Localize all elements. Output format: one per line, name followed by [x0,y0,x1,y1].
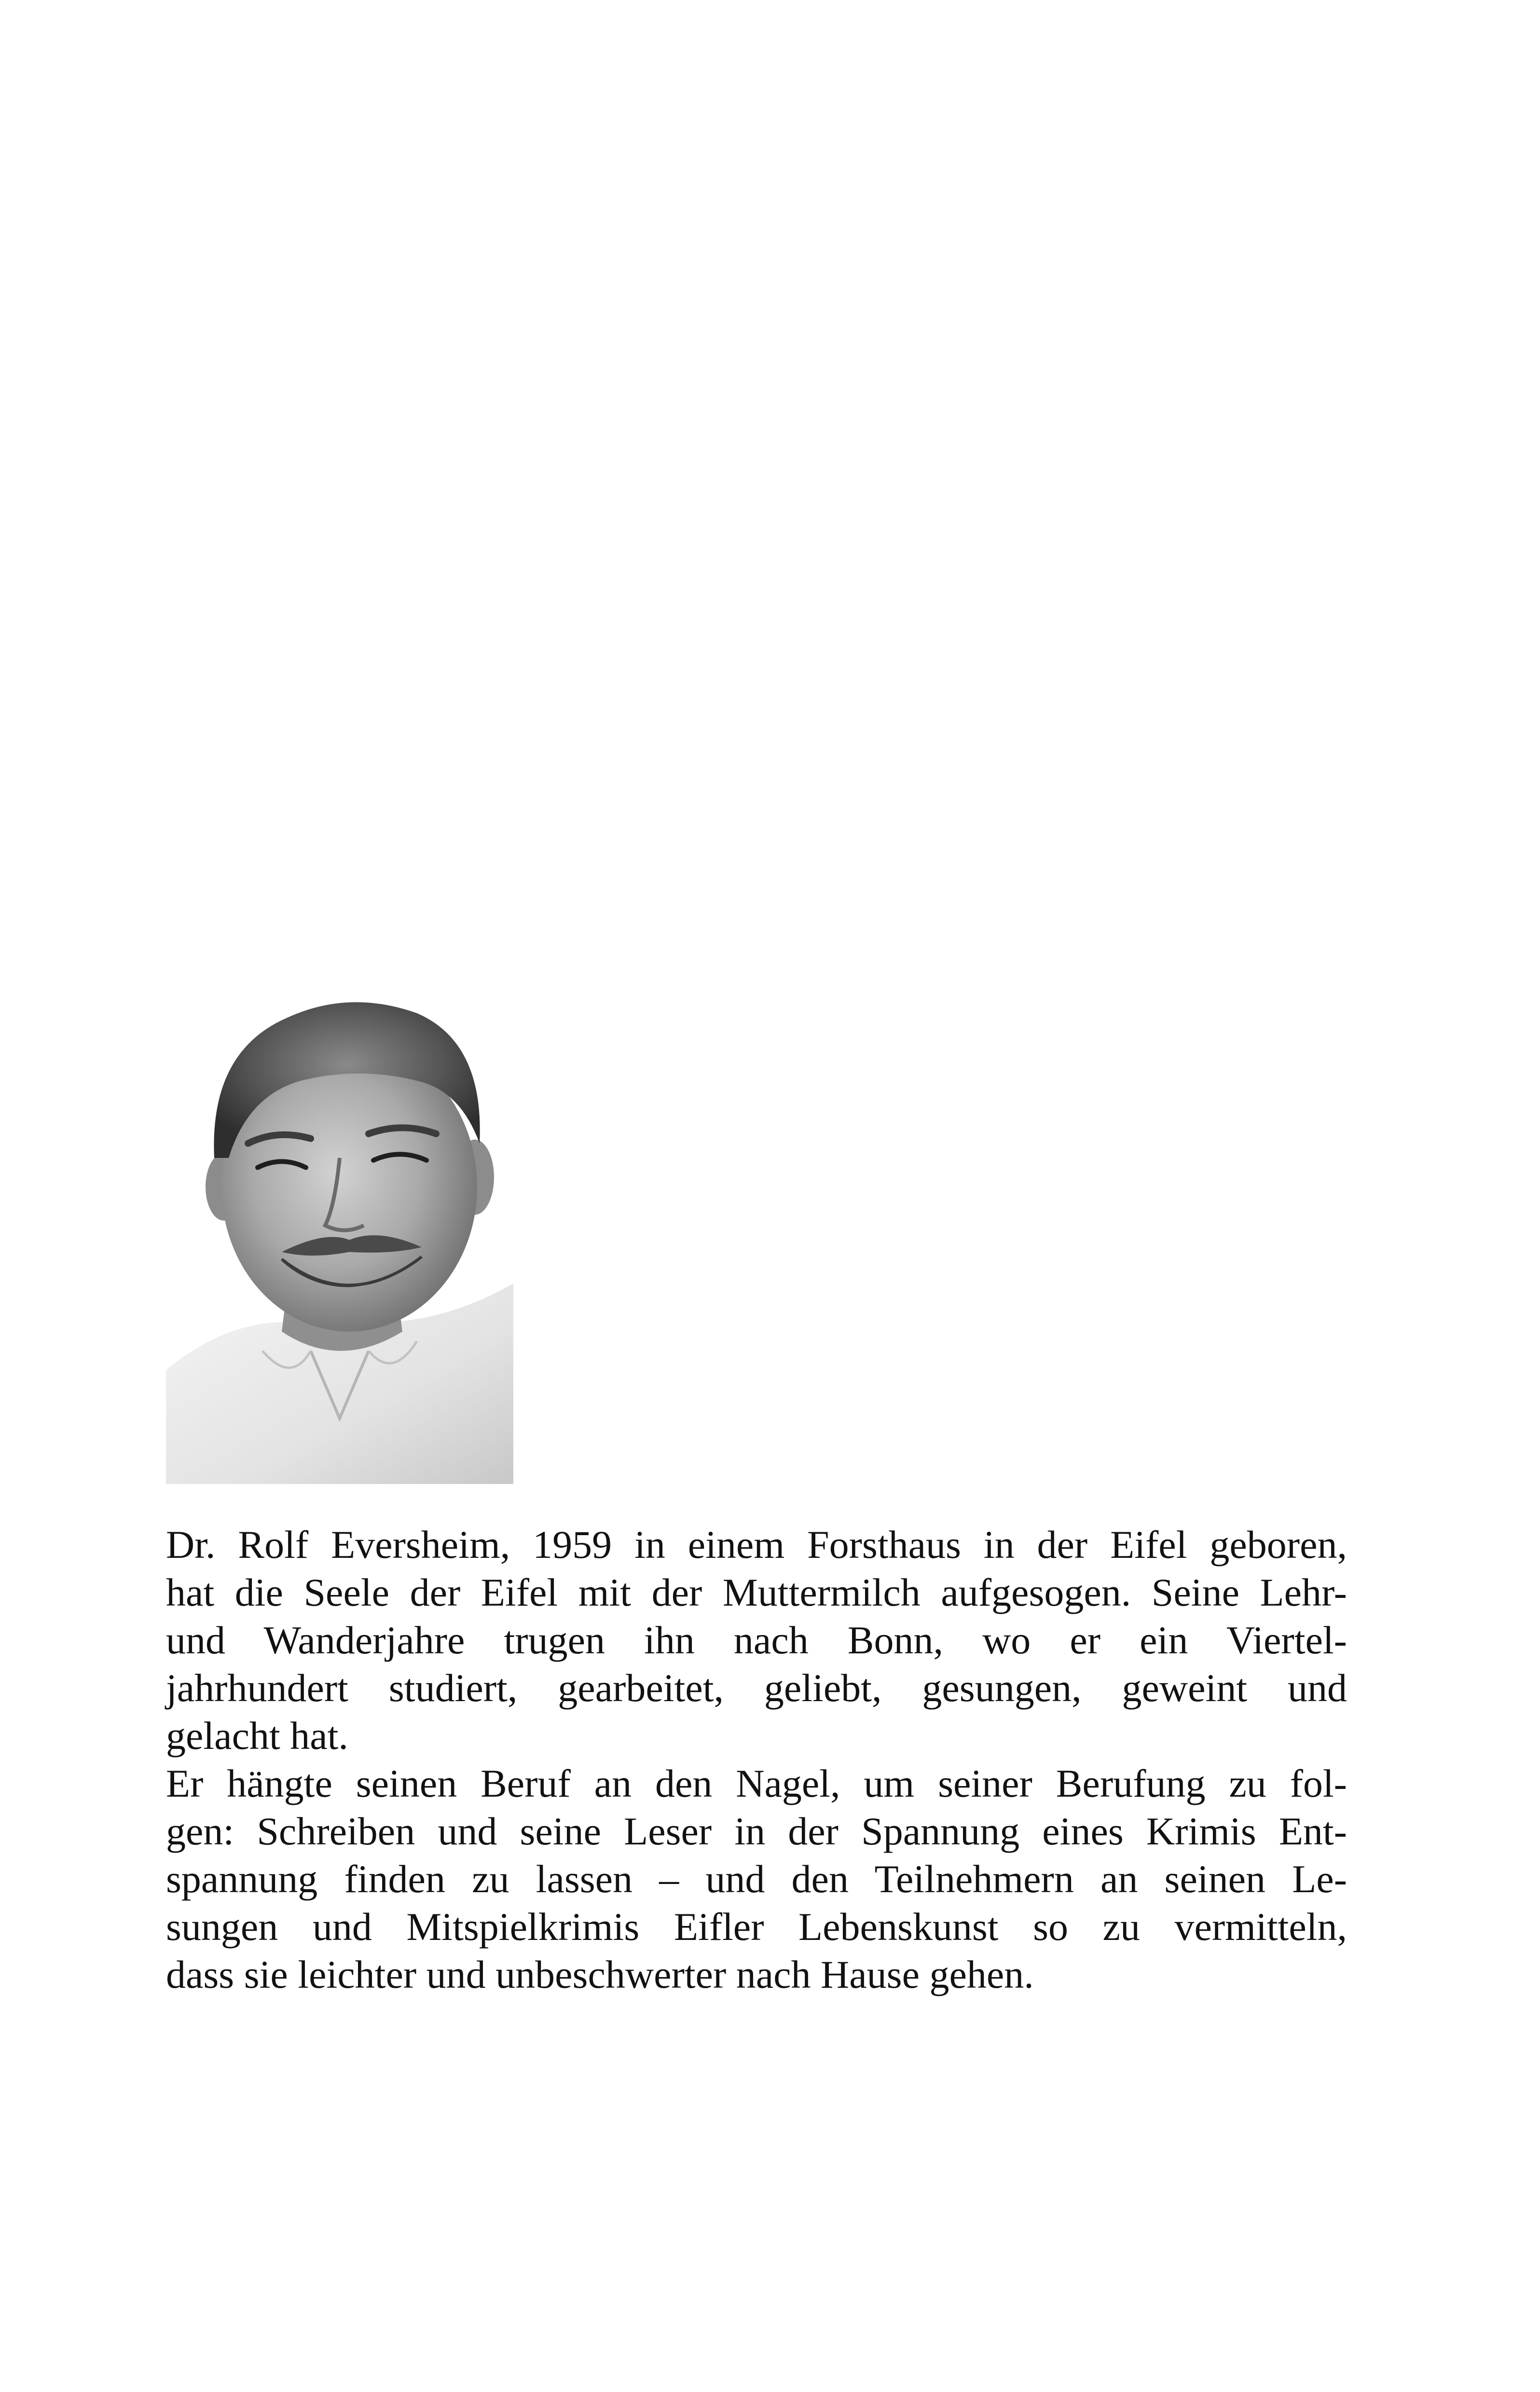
bio-line: hat die Seele der Eifel mit der Muttermilch aufgesogen. Seine Lehr- [166,1570,1347,1614]
bio-line: spannung finden zu lassen – und den Teilnehmern an seinen Le- [166,1857,1347,1901]
bio-line: jahrhundert studiert, gearbeitet, geliebt, gesungen, geweint und [166,1666,1347,1710]
bio-line: sungen und Mitspielkrimis Eifler Lebenskunst so zu vermitteln, [166,1905,1347,1949]
bio-line: Er hängte seinen Beruf an den Nagel, um seiner Berufung zu fol- [166,1761,1347,1805]
bio-line: Dr. Rolf Eversheim, 1959 in einem Forsthaus in der Eifel geboren, [166,1523,1347,1567]
bio-line: dass sie leichter und unbeschwerter nach Hause gehen. [166,1952,1034,1996]
bio-line: gen: Schreiben und seine Leser in der Spannung eines Krimis Ent- [166,1809,1347,1853]
author-biography [166,1521,1347,1998]
author-portrait [166,984,513,1484]
bio-line: gelacht hat. [166,1714,348,1758]
bio-line: und Wanderjahre trugen ihn nach Bonn, wo er ein Viertel- [166,1618,1347,1662]
